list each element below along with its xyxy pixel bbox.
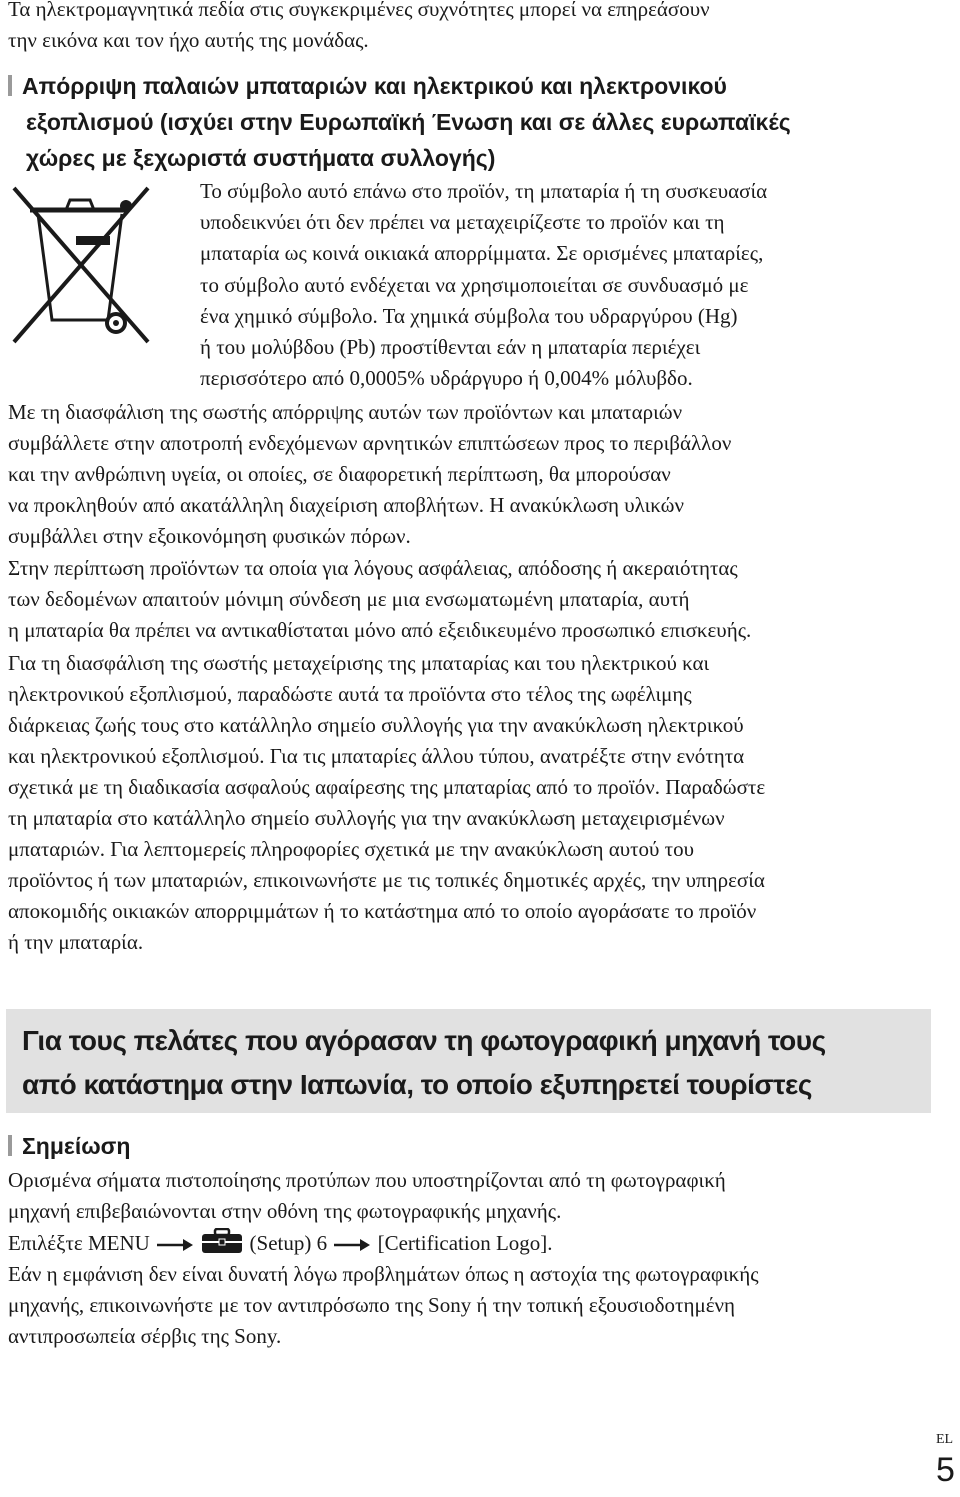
builtin-battery-paragraph [8,553,928,646]
text-line: τη μπαταρία στο κατάλληλο σημείο συλλογής για την ανακύκλωση μεταχειρισμένων [8,806,725,830]
text-line: ηλεκτρονικού εξοπλισμού, παραδώστε αυτά τα προϊόντα στο τέλος της ωφέλιμης [8,682,692,706]
heading-line: χώρες με ξεχωριστά συστήματα συλλογής) [26,145,496,171]
intro-paragraph [8,0,928,56]
text-line: Στην περίπτωση προϊόντων τα οποία για λόγους ασφάλειας, απόδοσης ή ακεραιότητας [8,556,738,580]
text-line: σχετικά με τη διαδικασία ασφαλούς αφαίρεσης της μπαταρίας από το προϊόν. Παραδώστε [8,775,766,799]
text-line: μπαταριών. Για λεπτομερείς πληροφορίες σχετικά με την ανακύκλωση αυτού του [8,837,695,861]
menu-item: [Certification Logo]. [377,1231,553,1255]
text-line: αποκομιδής οικιακών απορριμμάτων ή το κατάστημα από το οποίο αγοράσατε το προϊόν [8,899,757,923]
text-line: Για τη διασφάλιση της σωστής μεταχείρισης της μπαταρίας και του ηλεκτρικού και [8,651,710,675]
text-line: και ηλεκτρονικού εξοπλισμού. Για τις μπαταρίες άλλου τύπου, ανατρέξτε στην ενότητα [8,744,745,768]
banner-line: Για τους πελάτες που αγόρασαν τη φωτογραφική μηχανή τους [22,1025,826,1056]
heading-line: Απόρριψη παλαιών μπαταριών και ηλεκτρικού και ηλεκτρονικού [22,73,727,99]
section-banner [6,1009,931,1113]
note-heading [8,1129,130,1163]
text-line: ή την μπαταρία. [8,930,144,954]
text-line: των δεδομένων απαιτούν μόνιμη σύνδεση με μια ενσωματωμένη μπαταρία, αυτή [8,587,690,611]
text-line: ή του μολύβδου (Pb) προστίθενται εάν η μπαταρία περιέχει [200,335,701,360]
text-line: Ορισμένα σήματα πιστοποίησης προτύπων που υποστηρίζονται από τη φωτογραφική [8,1168,726,1192]
heading-marker [8,75,12,96]
crossed-out-wheelie-bin-icon [8,180,158,350]
banner-line: από κατάστημα στην Ιαπωνία, το οποίο εξυπηρετεί τουρίστες [22,1069,812,1100]
text-line: συμβάλλει στην εξοικονόμηση φυσικών πόρων. [8,524,411,548]
intro-line: την εικόνα και τον ήχο αυτής της μονάδας. [8,28,369,52]
text-line: ένα χημικό σύμβολο. Τα χημικά σύμβολα του υδραργύρου (Hg) [200,303,738,328]
note-heading-text: Σημείωση [22,1133,131,1159]
heading-line: εξοπλισμού (ισχύει στην Ευρωπαϊκή Ένωση και σε άλλες ευρωπαϊκές [26,109,791,135]
page-number: 5 [936,1451,955,1489]
text-line: μηχανής, επικοινωνήστε με τον αντιπρόσωπο της Sony ή την τοπική εξουσιοδοτημένη [8,1293,735,1317]
text-line: μπαταρία ως κοινά οικιακά απορρίμματα. Σε ορισμένες μπαταρίες, [200,241,764,266]
arrow-right-icon [332,1236,372,1254]
note-paragraph [8,1165,928,1227]
toolbox-icon [200,1228,244,1254]
intro-line: Τα ηλεκτρομαγνητικά πεδία στις συγκεκριμένες συχνότητες μπορεί να επηρεάσουν [8,0,710,21]
text-line: Το σύμβολο αυτό επάνω στο προϊόν, τη μπαταρία ή τη συσκευασία [200,179,768,203]
text-line: περισσότερο από 0,0005% υδράργυρο ή 0,004% μόλυβδο. [200,366,693,391]
text-line: μηχανή επιβεβαιώνονται στην οθόνη της φωτογραφικής μηχανής. [8,1199,562,1223]
text-line: προϊόντος ή των μπαταριών, επικοινωνήστε με τις τοπικές δημοτικές αρχές, την υπηρεσία [8,868,765,892]
page-language-label: EL [936,1432,954,1447]
text-line: υποδεικνύει ότι δεν πρέπει να μεταχειρίζεστε το προϊόν και τη [200,210,725,235]
symbol-description [200,176,920,394]
text-line: διάρκειας ζωής τους στο κατάλληλο σημείο συλλογής για την ανακύκλωση ηλεκτρικού [8,713,744,737]
disposal-heading [8,68,928,176]
text-line: αντιπροσωπεία σέρβις της Sony. [8,1324,282,1348]
menu-path [8,1228,553,1259]
recycling-benefits-paragraph [8,397,928,552]
collection-paragraph [8,648,928,958]
text-line: το σύμβολο αυτό ενδέχεται να χρησιμοποιείται σε συνδυασμό με [200,272,749,297]
heading-marker [8,1135,12,1156]
note-closing-paragraph [8,1259,928,1352]
text-line: Με τη διασφάλιση της σωστής απόρριψης αυτών των προϊόντων και μπαταριών [8,400,683,424]
menu-setup: (Setup) 6 [249,1231,328,1255]
text-line: και την ανθρώπινη υγεία, οι οποίες, σε διαφορετική περίπτωση, θα μπορούσαν [8,462,671,486]
text-line: η μπαταρία θα πρέπει να αντικαθίσταται μόνο από εξειδικευμένο προσωπικό επισκευής. [8,618,752,642]
text-line: να προκληθούν από ακατάλληλη διαχείριση αποβλήτων. Η ανακύκλωση υλικών [8,493,684,517]
banner-title [22,1019,902,1107]
arrow-right-icon [155,1236,195,1254]
text-line: Εάν η εμφάνιση δεν είναι δυνατή λόγω προβλημάτων όπως η αστοχία της φωτογραφικής [8,1262,759,1286]
text-line: συμβάλλετε στην αποτροπή ενδεχόμενων αρνητικών επιπτώσεων προς το περιβάλλον [8,431,732,455]
menu-prefix: Επιλέξτε MENU [8,1231,150,1255]
